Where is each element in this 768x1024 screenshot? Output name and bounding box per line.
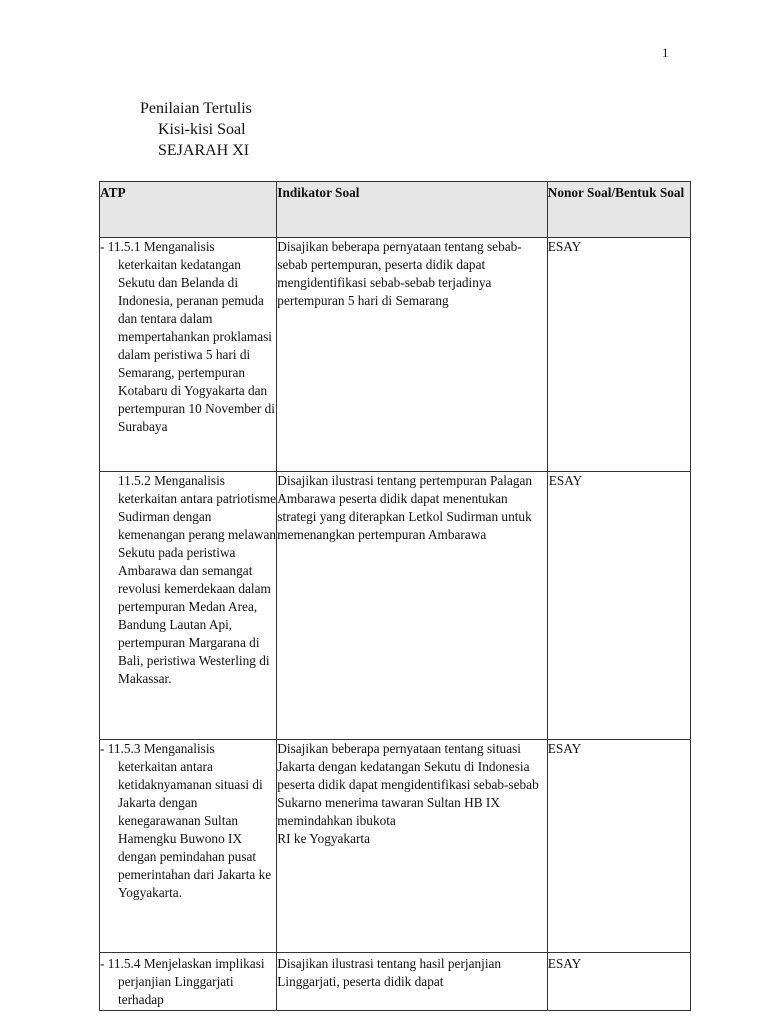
table-header-row [100,182,691,238]
header-atp: ATP [100,182,277,238]
atp-text: - 11.5.1 Menganalisis keterkaitan kedatangan Sekutu dan Belanda di Indonesia, peranan pemuda dan tentara dalam mempertahankan proklamasi dalam peristiwa 5 hari di Semarang, pertempuran Kotabaru di Yogyakarta dan pertempuran 10 November di Surabaya [100,239,275,434]
table-row [100,238,691,472]
atp-cell [100,238,277,472]
bentuk-cell: ESAY [547,238,690,472]
atp-cell [100,953,277,1011]
title-subject: SEJARAH XI [158,142,250,159]
atp-cell [100,740,277,953]
indikator-cell: Disajikan ilustrasi tentang pertempuran Palagan Ambarawa peserta didik dapat menentukan strategi yang diterapkan Letkol Sudirman untuk memenangkan pertempuran Ambarawa [277,472,547,740]
indikator-cell [277,740,547,953]
indikator-text: Disajikan beberapa pernyataan tentang situasi Jakarta dengan kedatangan Sekutu di Indonesia peserta didik dapat mengidentifikasi sebab-sebab Sukarno menerima tawaran Sultan HB IX memindahkan ibukota [277,741,539,828]
question-grid-table [99,181,691,1011]
indikator-cell: Disajikan ilustrasi tentang hasil perjanjian Linggarjati, peserta didik dapat [277,953,547,1011]
atp-cell [100,472,277,740]
bentuk-cell: ESAY [547,472,690,740]
table-row [100,472,691,740]
title-assessment: Penilaian Tertulis [140,100,252,117]
indikator-cell: Disajikan beberapa pernyataan tentang sebab-sebab pertempuran, peserta didik dapat mengidentifikasi sebab-sebab terjadinya pertempuran 5 hari di Semarang [277,238,547,472]
bentuk-cell: ESAY [547,740,690,953]
atp-text: - 11.5.4 Menjelaskan implikasi perjanjian Linggarjati terhadap [100,956,265,1007]
indikator-text-continued: RI ke Yogyakarta [277,831,370,846]
title-grid: Kisi-kisi Soal [158,121,246,138]
page-number: 1 [662,45,669,60]
bentuk-cell: ESAY [547,953,690,1011]
table-row [100,953,691,1011]
header-bentuk-soal: Nonor Soal/Bentuk Soal [547,182,690,238]
header-indikator: Indikator Soal [277,182,547,238]
atp-text: 11.5.2 Menganalisis keterkaitan antara patriotisme Sudirman dengan kemenangan perang melawan Sekutu pada peristiwa Ambarawa dan semangat revolusi kemerdekaan dalam pertempuran Medan Area, Bandung Lautan Api, pertempuran Margarana di Bali, peristiwa Westerling di Makassar. [118,473,277,686]
document-title-block [140,98,252,161]
table-row [100,740,691,953]
atp-text: - 11.5.3 Menganalisis keterkaitan antara ketidaknyamanan situasi di Jakarta dengan kenegarawanan Sultan Hamengku Buwono IX dengan pemindahan pusat pemerintahan dari Jakarta ke Yogyakarta. [100,741,272,900]
